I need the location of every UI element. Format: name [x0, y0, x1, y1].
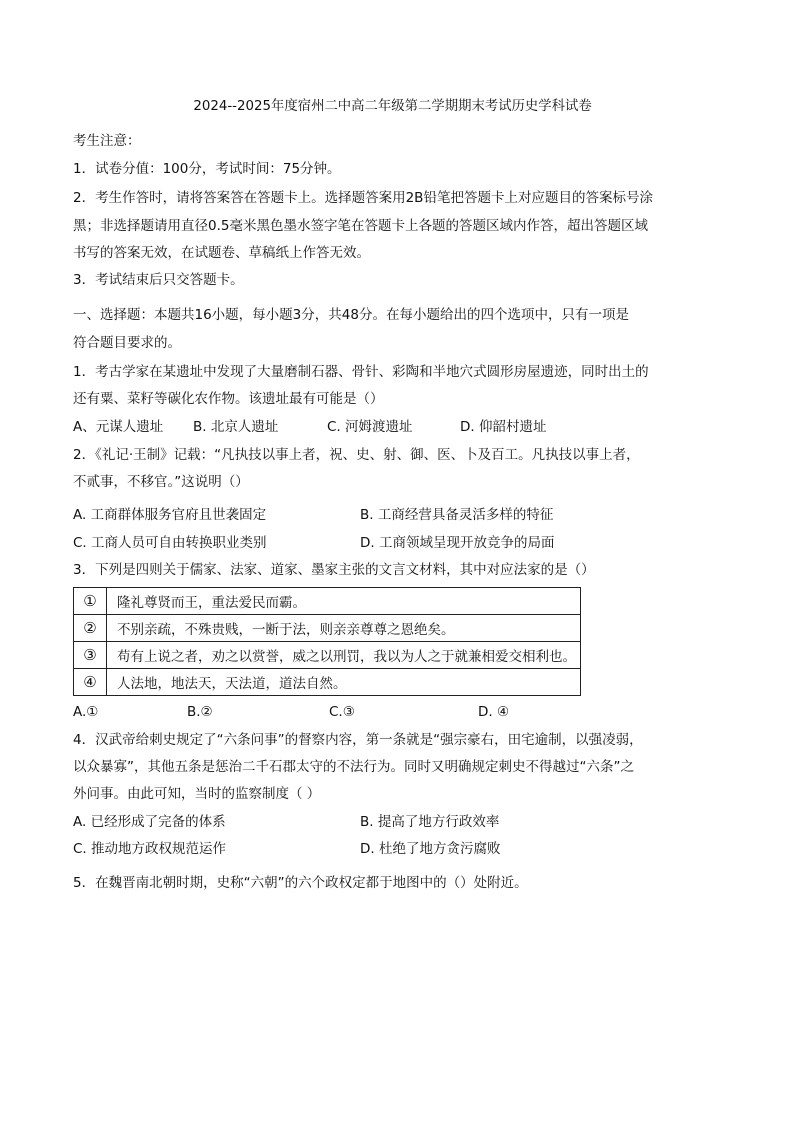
q4-option-b[interactable]: B. 提高了地方行政效率 [360, 814, 500, 830]
page-title: 2024--2025年度宿州二中高二年级第二学期期末考试历史学科试卷 [193, 98, 592, 114]
q3-stem: 3．下列是四则关于儒家、法家、道家、墨家主张的文言文材料，其中对应法家的是（） [73, 562, 595, 578]
notice-heading: 考生注意： [73, 133, 141, 149]
notice-item-1: 1．试卷分值：100分，考试时间：75分钟。 [73, 161, 341, 177]
q4-stem-cont: 以众暴寡”，其他五条是惩治二千石郡太守的不法行为。同时又明确规定刺史不得越过“六条”之 [73, 759, 634, 775]
table-row [74, 669, 581, 696]
q1-stem: 1．考古学家在某遗址中发现了大量磨制石器、骨针、彩陶和半地穴式圆形房屋遗迹，同时出土的 [73, 364, 649, 380]
row-number: ③ [74, 642, 107, 669]
q3-option-a[interactable]: A.① [73, 704, 99, 720]
q1-stem-cont: 还有粟、菜籽等碳化农作物。该遗址最有可能是（） [73, 391, 384, 407]
row-text: 苟有上说之者，劝之以赏誉，威之以刑罚，我以为人之于就兼相爱交相利也。 [107, 642, 581, 669]
table-row [74, 642, 581, 669]
q4-stem: 4．汉武帝给刺史规定了“六条问事”的督察内容，第一条就是“强宗豪右，田宅逾制，以强凌弱， [73, 732, 643, 748]
q1-option-d[interactable]: D. 仰韶村遗址 [460, 419, 547, 435]
q3-option-b[interactable]: B.② [187, 704, 213, 720]
q2-option-b[interactable]: B. 工商经营具备灵活多样的特征 [360, 507, 554, 523]
q4-option-d[interactable]: D. 杜绝了地方贪污腐败 [360, 841, 501, 857]
notice-item-2-cont2: 书写的答案无效，在试题卷、草稿纸上作答无效。 [73, 245, 370, 261]
row-number: ④ [74, 669, 107, 696]
row-number: ① [74, 588, 107, 615]
q1-option-a[interactable]: A、元谋人遗址 [73, 419, 164, 435]
q2-option-d[interactable]: D. 工商领域呈现开放竞争的局面 [360, 535, 555, 551]
q3-option-d[interactable]: D. ④ [478, 704, 510, 720]
q2-stem: 2．《礼记·王制》记载：“凡执技以事上者，祝、史、射、御、医、卜及百工。凡执技以事上者， [73, 447, 640, 463]
table-row [74, 615, 581, 642]
section-heading: 一、选择题：本题共16小题，每小题3分，共48分。在每小题给出的四个选项中，只有一项是 [73, 307, 629, 323]
q1-option-b[interactable]: B. 北京人遗址 [193, 419, 279, 435]
q2-option-c[interactable]: C. 工商人员可自由转换职业类别 [73, 535, 267, 551]
q5-stem: 5．在魏晋南北朝时期，史称“六朝”的六个政权定都于地图中的（）处附近。 [73, 875, 528, 891]
notice-item-2-cont: 黑；非选择题请用直径0.5毫米黑色墨水签字笔在答题卡上各题的答题区域内作答，超出答题区域 [73, 218, 648, 234]
row-text: 不别亲疏，不殊贵贱，一断于法，则亲亲尊尊之恩绝矣。 [107, 615, 581, 642]
q2-option-a[interactable]: A. 工商群体服务官府且世袭固定 [73, 507, 267, 523]
q3-material-table [73, 587, 581, 696]
q2-stem-cont: 不贰事，不移官。”这说明（） [73, 474, 249, 490]
row-text: 人法地，地法天，天法道，道法自然。 [107, 669, 581, 696]
q4-option-a[interactable]: A. 已经形成了完备的体系 [73, 814, 226, 830]
q4-option-c[interactable]: C. 推动地方政权规范运作 [73, 841, 227, 857]
q3-option-c[interactable]: C.③ [329, 704, 355, 720]
section-heading-cont: 符合题目要求的。 [73, 335, 181, 351]
row-text: 隆礼尊贤而王，重法爱民而霸。 [107, 588, 581, 615]
q4-stem-cont2: 外问事。由此可知，当时的监察制度（ ） [73, 786, 321, 802]
q1-option-c[interactable]: C. 河姆渡遗址 [327, 419, 413, 435]
table-row [74, 588, 581, 615]
row-number: ② [74, 615, 107, 642]
notice-item-2: 2．考生作答时，请将答案答在答题卡上。选择题答案用2B铅笔把答题卡上对应题目的答案标号涂 [73, 190, 653, 206]
notice-item-3: 3．考试结束后只交答题卡。 [73, 272, 244, 288]
